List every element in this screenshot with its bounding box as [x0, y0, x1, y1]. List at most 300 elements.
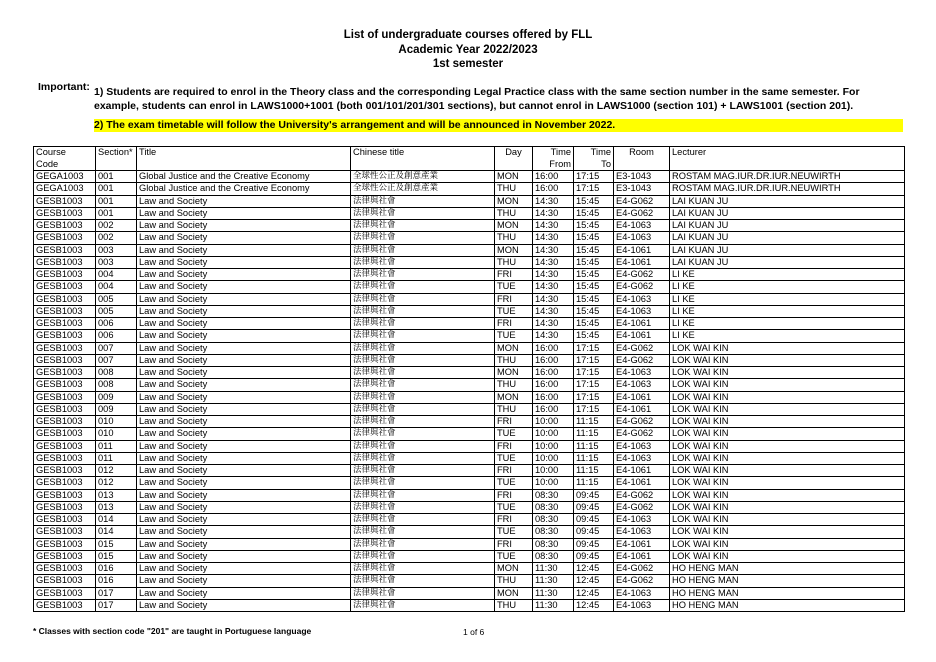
lecturer-cell: LAI KUAN JU [670, 244, 905, 256]
course-title-cell: Law and Society [137, 477, 351, 489]
time-to-cell: 15:45 [574, 330, 614, 342]
time-from-cell: 16:00 [533, 403, 574, 415]
room-cell: E4-1061 [614, 403, 670, 415]
course-title-cell: Law and Society [137, 342, 351, 354]
lecturer-cell: LI KE [670, 293, 905, 305]
section-cell: 008 [96, 367, 137, 379]
day-cell: THU [495, 354, 533, 366]
course-title-cell: Law and Society [137, 575, 351, 587]
time-to-cell: 15:45 [574, 207, 614, 219]
room-cell: E4-G062 [614, 563, 670, 575]
day-cell: MON [495, 367, 533, 379]
time-to-cell: 09:45 [574, 538, 614, 550]
lecturer-cell: LI KE [670, 305, 905, 317]
day-cell: TUE [495, 477, 533, 489]
time-from-cell: 14:30 [533, 305, 574, 317]
room-cell: E4-1061 [614, 477, 670, 489]
table-row [34, 367, 905, 379]
table-row [34, 244, 905, 256]
day-cell: MON [495, 587, 533, 599]
section-cell: 010 [96, 428, 137, 440]
course-title-cell: Law and Society [137, 281, 351, 293]
course-code-cell: GESB1003 [34, 477, 96, 489]
lecturer-cell: LOK WAI KIN [670, 342, 905, 354]
time-from-cell: 16:00 [533, 342, 574, 354]
chinese-title-cell: 法律與社會 [351, 489, 495, 501]
day-cell: FRI [495, 538, 533, 550]
chinese-title-cell: 法律與社會 [351, 416, 495, 428]
lecturer-cell: LI KE [670, 269, 905, 281]
lecturer-cell: LOK WAI KIN [670, 477, 905, 489]
course-code-cell: GESB1003 [34, 501, 96, 513]
course-title-cell: Global Justice and the Creative Economy [137, 171, 351, 183]
lecturer-cell: LAI KUAN JU [670, 220, 905, 232]
section-cell: 008 [96, 379, 137, 391]
course-title-cell: Law and Society [137, 489, 351, 501]
day-cell: TUE [495, 305, 533, 317]
footnote: * Classes with section code "201" are taught in Portuguese language [33, 626, 312, 636]
time-to-cell: 17:15 [574, 183, 614, 195]
table-row [34, 599, 905, 611]
table-row [34, 171, 905, 183]
table-row [34, 428, 905, 440]
course-code-cell: GESB1003 [34, 452, 96, 464]
course-code-cell: GESB1003 [34, 342, 96, 354]
lecturer-cell: LOK WAI KIN [670, 550, 905, 562]
section-cell: 001 [96, 171, 137, 183]
time-from-cell: 16:00 [533, 183, 574, 195]
time-from-cell: 10:00 [533, 477, 574, 489]
lecturer-cell: LAI KUAN JU [670, 207, 905, 219]
course-title-cell: Law and Society [137, 391, 351, 403]
table-row [34, 489, 905, 501]
day-cell: TUE [495, 281, 533, 293]
course-code-cell: GESB1003 [34, 318, 96, 330]
day-cell: FRI [495, 514, 533, 526]
course-code-cell: GESB1003 [34, 281, 96, 293]
course-title-cell: Law and Society [137, 465, 351, 477]
chinese-title-cell: 法律與社會 [351, 342, 495, 354]
time-to-cell: 15:45 [574, 256, 614, 268]
time-to-cell: 15:45 [574, 293, 614, 305]
day-cell: MON [495, 342, 533, 354]
chinese-title-cell: 法律與社會 [351, 452, 495, 464]
time-to-cell: 15:45 [574, 244, 614, 256]
chinese-title-cell: 法律與社會 [351, 232, 495, 244]
chinese-title-cell: 法律與社會 [351, 428, 495, 440]
table-row [34, 195, 905, 207]
time-from-cell: 08:30 [533, 514, 574, 526]
table-row [34, 538, 905, 550]
table-row [34, 281, 905, 293]
day-cell: FRI [495, 489, 533, 501]
time-to-cell: 09:45 [574, 501, 614, 513]
header-chinese-title: Chinese title [351, 147, 495, 171]
room-cell: E4-G062 [614, 269, 670, 281]
lecturer-cell: LOK WAI KIN [670, 440, 905, 452]
time-from-cell: 14:30 [533, 244, 574, 256]
course-code-cell: GESB1003 [34, 232, 96, 244]
chinese-title-cell: 法律與社會 [351, 367, 495, 379]
day-cell: FRI [495, 465, 533, 477]
table-row [34, 232, 905, 244]
day-cell: MON [495, 195, 533, 207]
course-code-cell: GESB1003 [34, 416, 96, 428]
course-code-cell: GESB1003 [34, 465, 96, 477]
course-title-cell: Law and Society [137, 195, 351, 207]
room-cell: E4-G062 [614, 195, 670, 207]
room-cell: E4-1063 [614, 305, 670, 317]
room-cell: E4-1063 [614, 367, 670, 379]
time-to-cell: 09:45 [574, 514, 614, 526]
room-cell: E4-G062 [614, 281, 670, 293]
time-to-cell: 15:45 [574, 281, 614, 293]
time-to-cell: 17:15 [574, 403, 614, 415]
chinese-title-cell: 法律與社會 [351, 244, 495, 256]
enrolment-note: 1) Students are required to enrol in the Theory class and the corresponding Legal Practice class with the same section number in the same semester. For example, students can enrol in LAWS1000+1001 (both 001/101/201/301 sections), but cannot enrol in LAWS1000 (section 101) + LAWS1001 (section 201). [94, 86, 860, 112]
course-title-cell: Law and Society [137, 318, 351, 330]
time-from-cell: 11:30 [533, 599, 574, 611]
course-title-cell: Law and Society [137, 232, 351, 244]
lecturer-cell: LOK WAI KIN [670, 489, 905, 501]
course-code-cell: GESB1003 [34, 305, 96, 317]
day-cell: THU [495, 379, 533, 391]
lecturer-cell: ROSTAM MAG.IUR.DR.IUR.NEUWIRTH [670, 183, 905, 195]
day-cell: THU [495, 232, 533, 244]
day-cell: THU [495, 183, 533, 195]
course-title-cell: Global Justice and the Creative Economy [137, 183, 351, 195]
section-cell: 002 [96, 220, 137, 232]
section-cell: 004 [96, 281, 137, 293]
course-title-cell: Law and Society [137, 305, 351, 317]
table-row [34, 403, 905, 415]
table-row [34, 330, 905, 342]
section-cell: 012 [96, 477, 137, 489]
lecturer-cell: LOK WAI KIN [670, 416, 905, 428]
room-cell: E4-1063 [614, 599, 670, 611]
course-title-cell: Law and Society [137, 367, 351, 379]
day-cell: TUE [495, 526, 533, 538]
course-code-cell: GESB1003 [34, 575, 96, 587]
header-section: Section* [96, 147, 137, 171]
chinese-title-cell: 法律與社會 [351, 293, 495, 305]
lecturer-cell: HO HENG MAN [670, 587, 905, 599]
important-label: Important: [38, 81, 90, 93]
lecturer-cell: LAI KUAN JU [670, 232, 905, 244]
chinese-title-cell: 法律與社會 [351, 318, 495, 330]
table-row [34, 526, 905, 538]
section-cell: 014 [96, 514, 137, 526]
time-to-cell: 11:15 [574, 465, 614, 477]
day-cell: MON [495, 391, 533, 403]
room-cell: E4-1061 [614, 318, 670, 330]
course-code-cell: GESB1003 [34, 563, 96, 575]
room-cell: E4-G062 [614, 428, 670, 440]
section-cell: 017 [96, 599, 137, 611]
day-cell: TUE [495, 428, 533, 440]
chinese-title-cell: 法律與社會 [351, 526, 495, 538]
exam-timetable-note: 2) The exam timetable will follow the University's arrangement and will be announced in November 2022. [94, 119, 903, 132]
table-row [34, 550, 905, 562]
course-code-cell: GESB1003 [34, 256, 96, 268]
table-row [34, 183, 905, 195]
section-cell: 015 [96, 538, 137, 550]
lecturer-cell: ROSTAM MAG.IUR.DR.IUR.NEUWIRTH [670, 171, 905, 183]
section-cell: 016 [96, 575, 137, 587]
section-cell: 004 [96, 269, 137, 281]
course-title-cell: Law and Society [137, 244, 351, 256]
chinese-title-cell: 法律與社會 [351, 587, 495, 599]
course-code-cell: GESB1003 [34, 526, 96, 538]
time-to-cell: 15:45 [574, 305, 614, 317]
time-to-cell: 09:45 [574, 526, 614, 538]
course-title-cell: Law and Society [137, 416, 351, 428]
section-cell: 011 [96, 452, 137, 464]
chinese-title-cell: 法律與社會 [351, 354, 495, 366]
header-time-from: Time From [533, 147, 574, 171]
time-to-cell: 11:15 [574, 452, 614, 464]
day-cell: MON [495, 244, 533, 256]
room-cell: E4-1061 [614, 256, 670, 268]
course-title-cell: Law and Society [137, 269, 351, 281]
section-cell: 007 [96, 342, 137, 354]
room-cell: E4-1061 [614, 538, 670, 550]
section-cell: 001 [96, 207, 137, 219]
room-cell: E4-G062 [614, 416, 670, 428]
section-cell: 009 [96, 403, 137, 415]
time-to-cell: 17:15 [574, 171, 614, 183]
course-title-cell: Law and Society [137, 440, 351, 452]
chinese-title-cell: 法律與社會 [351, 465, 495, 477]
lecturer-cell: HO HENG MAN [670, 599, 905, 611]
chinese-title-cell: 法律與社會 [351, 403, 495, 415]
table-row [34, 477, 905, 489]
lecturer-cell: LOK WAI KIN [670, 354, 905, 366]
course-code-cell: GESB1003 [34, 538, 96, 550]
room-cell: E4-G062 [614, 354, 670, 366]
time-from-cell: 11:30 [533, 563, 574, 575]
course-code-cell: GESB1003 [34, 330, 96, 342]
header-title: Title [137, 147, 351, 171]
time-to-cell: 12:45 [574, 563, 614, 575]
time-to-cell: 15:45 [574, 220, 614, 232]
section-cell: 013 [96, 489, 137, 501]
day-cell: MON [495, 563, 533, 575]
chinese-title-cell: 法律與社會 [351, 514, 495, 526]
section-cell: 006 [96, 318, 137, 330]
course-code-cell: GESB1003 [34, 587, 96, 599]
chinese-title-cell: 法律與社會 [351, 563, 495, 575]
course-code-cell: GESB1003 [34, 354, 96, 366]
time-to-cell: 17:15 [574, 379, 614, 391]
table-row [34, 354, 905, 366]
table-row [34, 220, 905, 232]
time-to-cell: 11:15 [574, 477, 614, 489]
room-cell: E4-1063 [614, 587, 670, 599]
day-cell: TUE [495, 330, 533, 342]
chinese-title-cell: 法律與社會 [351, 195, 495, 207]
lecturer-cell: LOK WAI KIN [670, 514, 905, 526]
room-cell: E4-1061 [614, 465, 670, 477]
header-time-to: Time To [574, 147, 614, 171]
page-number: 1 of 6 [463, 627, 485, 637]
course-title-cell: Law and Society [137, 563, 351, 575]
time-to-cell: 15:45 [574, 318, 614, 330]
room-cell: E4-1063 [614, 514, 670, 526]
course-code-cell: GESB1003 [34, 207, 96, 219]
room-cell: E4-1063 [614, 379, 670, 391]
course-code-cell: GESB1003 [34, 293, 96, 305]
time-to-cell: 17:15 [574, 391, 614, 403]
room-cell: E4-G062 [614, 501, 670, 513]
day-cell: FRI [495, 416, 533, 428]
time-from-cell: 14:30 [533, 232, 574, 244]
chinese-title-cell: 法律與社會 [351, 220, 495, 232]
chinese-title-cell: 法律與社會 [351, 575, 495, 587]
day-cell: MON [495, 171, 533, 183]
day-cell: THU [495, 256, 533, 268]
section-cell: 016 [96, 563, 137, 575]
table-body [34, 171, 905, 612]
day-cell: FRI [495, 440, 533, 452]
time-from-cell: 10:00 [533, 452, 574, 464]
time-to-cell: 12:45 [574, 575, 614, 587]
table-row [34, 440, 905, 452]
room-cell: E4-1061 [614, 330, 670, 342]
course-code-cell: GESB1003 [34, 599, 96, 611]
time-from-cell: 16:00 [533, 171, 574, 183]
table-row [34, 379, 905, 391]
day-cell: THU [495, 403, 533, 415]
course-code-cell: GESB1003 [34, 379, 96, 391]
section-cell: 005 [96, 293, 137, 305]
lecturer-cell: LOK WAI KIN [670, 452, 905, 464]
title-line-1: List of undergraduate courses offered by FLL [343, 29, 593, 41]
chinese-title-cell: 法律與社會 [351, 256, 495, 268]
section-cell: 001 [96, 183, 137, 195]
day-cell: FRI [495, 269, 533, 281]
table-row [34, 256, 905, 268]
chinese-title-cell: 法律與社會 [351, 305, 495, 317]
course-code-cell: GESB1003 [34, 244, 96, 256]
table-header-row [34, 147, 905, 171]
chinese-title-cell: 全球性公正及創意產業 [351, 171, 495, 183]
time-from-cell: 08:30 [533, 550, 574, 562]
section-cell: 003 [96, 244, 137, 256]
table-row [34, 318, 905, 330]
course-code-cell: GESB1003 [34, 195, 96, 207]
room-cell: E3-1043 [614, 171, 670, 183]
header-day: Day [495, 147, 533, 171]
header-lecturer: Lecturer [670, 147, 905, 171]
section-cell: 015 [96, 550, 137, 562]
course-title-cell: Law and Society [137, 538, 351, 550]
course-code-cell: GESB1003 [34, 403, 96, 415]
header-course-code: Course Code [34, 147, 96, 171]
time-from-cell: 11:30 [533, 575, 574, 587]
day-cell: THU [495, 599, 533, 611]
title-line-2: Academic Year 2022/2023 [398, 43, 538, 56]
time-to-cell: 15:45 [574, 195, 614, 207]
lecturer-cell: LOK WAI KIN [670, 379, 905, 391]
day-cell: TUE [495, 550, 533, 562]
chinese-title-cell: 法律與社會 [351, 440, 495, 452]
time-from-cell: 16:00 [533, 354, 574, 366]
course-table [33, 146, 905, 612]
time-to-cell: 12:45 [574, 599, 614, 611]
chinese-title-cell: 法律與社會 [351, 379, 495, 391]
course-title-cell: Law and Society [137, 550, 351, 562]
room-cell: E4-1063 [614, 452, 670, 464]
time-from-cell: 10:00 [533, 440, 574, 452]
time-to-cell: 17:15 [574, 342, 614, 354]
chinese-title-cell: 法律與社會 [351, 391, 495, 403]
course-title-cell: Law and Society [137, 501, 351, 513]
time-to-cell: 17:15 [574, 367, 614, 379]
time-from-cell: 08:30 [533, 538, 574, 550]
course-title-cell: Law and Society [137, 428, 351, 440]
lecturer-cell: HO HENG MAN [670, 575, 905, 587]
course-title-cell: Law and Society [137, 354, 351, 366]
lecturer-cell: LOK WAI KIN [670, 403, 905, 415]
lecturer-cell: LOK WAI KIN [670, 428, 905, 440]
time-from-cell: 14:30 [533, 220, 574, 232]
section-cell: 001 [96, 195, 137, 207]
section-cell: 011 [96, 440, 137, 452]
course-title-cell: Law and Society [137, 256, 351, 268]
section-cell: 009 [96, 391, 137, 403]
section-cell: 012 [96, 465, 137, 477]
course-title-cell: Law and Society [137, 526, 351, 538]
time-to-cell: 17:15 [574, 354, 614, 366]
room-cell: E4-1061 [614, 244, 670, 256]
section-cell: 006 [96, 330, 137, 342]
time-from-cell: 08:30 [533, 489, 574, 501]
time-from-cell: 14:30 [533, 256, 574, 268]
lecturer-cell: LAI KUAN JU [670, 195, 905, 207]
chinese-title-cell: 法律與社會 [351, 538, 495, 550]
day-cell: FRI [495, 318, 533, 330]
time-from-cell: 14:30 [533, 330, 574, 342]
lecturer-cell: LOK WAI KIN [670, 367, 905, 379]
title-line-3: 1st semester [432, 58, 504, 70]
chinese-title-cell: 法律與社會 [351, 269, 495, 281]
course-title-cell: Law and Society [137, 452, 351, 464]
lecturer-cell: HO HENG MAN [670, 563, 905, 575]
room-cell: E4-1063 [614, 440, 670, 452]
course-title-cell: Law and Society [137, 220, 351, 232]
room-cell: E4-G062 [614, 489, 670, 501]
room-cell: E4-1063 [614, 220, 670, 232]
section-cell: 005 [96, 305, 137, 317]
table-row [34, 342, 905, 354]
time-to-cell: 15:45 [574, 269, 614, 281]
time-from-cell: 16:00 [533, 367, 574, 379]
room-cell: E4-G062 [614, 575, 670, 587]
table-row [34, 465, 905, 477]
course-title-cell: Law and Society [137, 587, 351, 599]
course-title-cell: Law and Society [137, 330, 351, 342]
time-to-cell: 12:45 [574, 587, 614, 599]
section-cell: 002 [96, 232, 137, 244]
lecturer-cell: LOK WAI KIN [670, 391, 905, 403]
course-code-cell: GESB1003 [34, 440, 96, 452]
time-from-cell: 11:30 [533, 587, 574, 599]
lecturer-cell: LOK WAI KIN [670, 538, 905, 550]
table-row [34, 587, 905, 599]
section-cell: 017 [96, 587, 137, 599]
time-from-cell: 14:30 [533, 281, 574, 293]
